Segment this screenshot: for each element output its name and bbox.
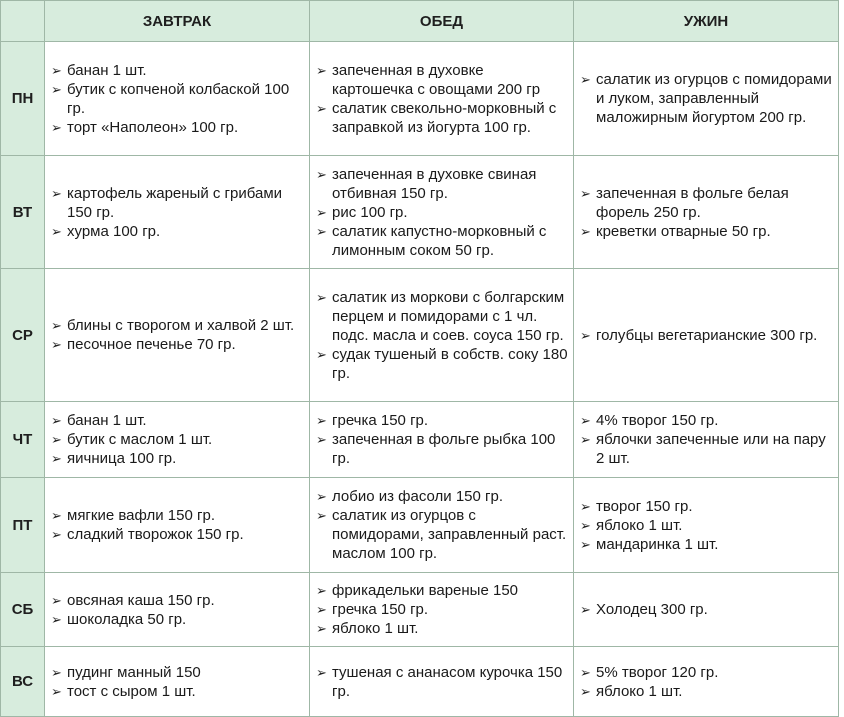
chevron-right-icon: ➢ [316,508,327,523]
meal-list [580,184,834,241]
meal-item-text: песочное печенье 70 гр. [67,336,236,353]
meal-list [316,61,569,137]
chevron-right-icon: ➢ [51,119,62,135]
meal-item-text: овсяная каша 150 гр. [67,591,215,609]
lunch-cell [310,269,574,402]
meal-list [316,487,569,563]
meal-item [580,663,834,682]
dinner-cell [574,647,839,717]
meal-item-text: салатик свекольно-морковный с заправкой из йогурта 100 гр. [332,99,557,136]
breakfast-cell [45,573,310,647]
lunch-cell [310,42,574,156]
meal-item [316,619,569,638]
meal-item-text: банан 1 шт. [67,412,147,429]
chevron-right-icon: ➢ [316,583,327,598]
meal-item-text: 4% творог 150 гр. [596,412,719,429]
chevron-right-icon: ➢ [580,517,591,533]
day-label: ВТ [1,156,45,269]
lunch-cell [310,647,574,717]
day-row [1,647,839,717]
meal-item-text: тост с сыром 1 шт. [67,682,196,700]
chevron-right-icon: ➢ [316,204,327,220]
meal-list [316,581,569,638]
meal-item-text: салатик капустно-морковный с лимонным соком 50 гр. [332,222,547,259]
dinner-cell [574,156,839,269]
dinner-cell [574,478,839,573]
chevron-right-icon: ➢ [51,611,62,627]
chevron-right-icon: ➢ [51,432,62,447]
meal-list [51,411,305,468]
meal-item [51,80,305,118]
meal-item [51,411,305,430]
meal-item-text: креветки отварные 50 гр. [596,222,771,240]
dinner-cell [574,42,839,156]
chevron-right-icon: ➢ [316,602,327,617]
chevron-right-icon: ➢ [51,318,62,333]
meal-item-text: пудинг манный 150 [67,663,201,681]
chevron-right-icon: ➢ [316,489,327,504]
dinner-cell [574,573,839,647]
chevron-right-icon: ➢ [51,451,62,466]
lunch-cell [310,402,574,478]
meal-item-text: Холодец 300 гр. [596,601,708,618]
chevron-right-icon: ➢ [316,62,327,78]
meal-item-text: творог 150 гр. [596,497,693,515]
meal-item [51,591,305,610]
chevron-right-icon: ➢ [51,413,62,428]
meal-item-text: мандаринка 1 шт. [596,535,719,553]
meal-item-text: голубцы вегетарианские 300 гр. [596,326,818,344]
meal-item-text: запеченная в фольге белая форель 250 гр. [596,184,789,221]
lunch-cell [310,478,574,573]
chevron-right-icon: ➢ [580,223,591,239]
meal-list [580,600,834,619]
meal-item [580,411,834,430]
meal-item [580,535,834,554]
day-label: ВС [1,647,45,717]
meal-item-text: гречка 150 гр. [332,601,429,618]
lunch-cell [310,156,574,269]
day-label: СБ [1,573,45,647]
chevron-right-icon: ➢ [580,72,591,87]
chevron-right-icon: ➢ [580,498,591,514]
meal-list [580,326,834,345]
header-breakfast: ЗАВТРАК [45,1,310,42]
chevron-right-icon: ➢ [580,683,591,699]
meal-item [316,288,569,345]
meal-item-text: картофель жареный с грибами 150 гр. [67,184,283,221]
chevron-right-icon: ➢ [51,664,62,680]
day-label: ПТ [1,478,45,573]
dinner-cell [574,269,839,402]
meal-item-text: яичница 100 гр. [67,450,177,467]
day-row [1,156,839,269]
meal-item [316,581,569,600]
meal-item-text: салатик из огурцов с помидорами и луком, заправленный маложирным йогуртом 200 гр. [596,71,832,126]
meal-item [580,600,834,619]
meal-list [51,61,305,137]
meal-item [51,682,305,701]
meal-item [316,203,569,222]
meal-item [580,516,834,535]
chevron-right-icon: ➢ [316,621,327,636]
meal-item [316,99,569,137]
meal-list [316,663,569,701]
meal-item-text: яблочки запеченные или на пару 2 шт. [596,431,826,467]
meal-list [316,165,569,260]
chevron-right-icon: ➢ [316,346,327,362]
meal-item [316,165,569,203]
meal-list [51,316,305,354]
meal-item [51,316,305,335]
day-row [1,573,839,647]
day-row [1,402,839,478]
meal-item [51,118,305,137]
meal-list [580,411,834,468]
chevron-right-icon: ➢ [580,327,591,343]
chevron-right-icon: ➢ [580,536,591,552]
lunch-cell [310,573,574,647]
chevron-right-icon: ➢ [316,166,327,182]
chevron-right-icon: ➢ [51,337,62,352]
meal-item-text: банан 1 шт. [67,61,147,79]
day-label: СР [1,269,45,402]
breakfast-cell [45,156,310,269]
meal-item [51,222,305,241]
meal-item [51,184,305,222]
meal-item [316,600,569,619]
meal-item-text: фрикадельки вареные 150 [332,582,518,599]
meal-item-text: тушеная с ананасом курочка 150 гр. [332,663,563,700]
chevron-right-icon: ➢ [51,185,62,201]
chevron-right-icon: ➢ [580,413,591,428]
meal-list [51,184,305,241]
meal-item [51,449,305,468]
meal-list [580,663,834,701]
meal-item [580,430,834,468]
meal-list [580,70,834,127]
meal-item [580,326,834,345]
chevron-right-icon: ➢ [316,664,327,680]
day-row [1,478,839,573]
meal-item [316,506,569,563]
chevron-right-icon: ➢ [580,432,591,447]
chevron-right-icon: ➢ [51,592,62,608]
meal-item [580,497,834,516]
meal-item [316,222,569,260]
meal-item-text: салатик из огурцов с помидорами, заправленный раст. маслом 100 гр. [332,507,567,562]
meal-item-text: салатик из моркови с болгарским перцем и помидорами с 1 чл. подс. масла и соев. соуса 150 гр. [332,288,565,344]
meal-item [51,430,305,449]
meal-item [316,61,569,99]
meal-list [51,663,305,701]
chevron-right-icon: ➢ [316,432,327,447]
breakfast-cell [45,42,310,156]
chevron-right-icon: ➢ [51,223,62,239]
meal-item [580,184,834,222]
breakfast-cell [45,478,310,573]
chevron-right-icon: ➢ [316,413,327,428]
meal-item-text: мягкие вафли 150 гр. [67,507,215,524]
breakfast-cell [45,647,310,717]
meal-item [51,61,305,80]
chevron-right-icon: ➢ [51,683,62,699]
day-label: ЧТ [1,402,45,478]
meal-item [51,663,305,682]
meal-item-text: 5% творог 120 гр. [596,663,719,681]
chevron-right-icon: ➢ [580,664,591,680]
meal-item-text: запеченная в духовке картошечка с овощами 200 гр [332,61,541,98]
meal-list [51,506,305,544]
meal-item [316,411,569,430]
meal-item-text: рис 100 гр. [332,203,408,221]
meal-item-text: лобио из фасоли 150 гр. [332,488,504,505]
breakfast-cell [45,402,310,478]
meal-item-text: запеченная в фольге рыбка 100 гр. [332,431,556,467]
meal-list [316,288,569,383]
meal-item [316,663,569,701]
header-corner [1,1,45,42]
meal-item [580,682,834,701]
chevron-right-icon: ➢ [580,185,591,201]
chevron-right-icon: ➢ [316,100,327,116]
meal-item [316,487,569,506]
header-dinner: УЖИН [574,1,839,42]
day-label: ПН [1,42,45,156]
meal-item [580,70,834,127]
meal-item [51,335,305,354]
meal-item [51,525,305,544]
meal-item-text: шоколадка 50 гр. [67,610,187,628]
meal-item-text: гречка 150 гр. [332,412,429,429]
meal-item [316,430,569,468]
chevron-right-icon: ➢ [51,62,62,78]
meal-item-text: бутик с копченой колбаской 100 гр. [67,80,290,117]
meal-list [316,411,569,468]
meal-item-text: яблоко 1 шт. [332,620,419,637]
meal-list [580,497,834,554]
header-lunch: ОБЕД [310,1,574,42]
meal-item [580,222,834,241]
meal-item-text: торт «Наполеон» 100 гр. [67,118,239,136]
chevron-right-icon: ➢ [580,602,591,617]
dinner-cell [574,402,839,478]
meal-item-text: яблоко 1 шт. [596,516,683,534]
meal-item [316,345,569,383]
meal-table-body [1,42,839,717]
chevron-right-icon: ➢ [51,81,62,97]
meal-item-text: хурма 100 гр. [67,222,161,240]
header-row [1,1,839,42]
meal-item-text: запеченная в духовке свиная отбивная 150 гр. [332,165,537,202]
breakfast-cell [45,269,310,402]
chevron-right-icon: ➢ [316,223,327,239]
chevron-right-icon: ➢ [51,508,62,523]
chevron-right-icon: ➢ [316,289,327,305]
meal-item-text: бутик с маслом 1 шт. [67,431,213,448]
meal-list [51,591,305,629]
meal-item [51,506,305,525]
meal-item-text: яблоко 1 шт. [596,682,683,700]
meal-item-text: сладкий творожок 150 гр. [67,526,244,543]
meal-item-text: блины с творогом и халвой 2 шт. [67,317,295,334]
day-row [1,269,839,402]
meal-item-text: судак тушеный в собств. соку 180 гр. [332,345,568,382]
day-row [1,42,839,156]
meal-item [51,610,305,629]
chevron-right-icon: ➢ [51,527,62,542]
